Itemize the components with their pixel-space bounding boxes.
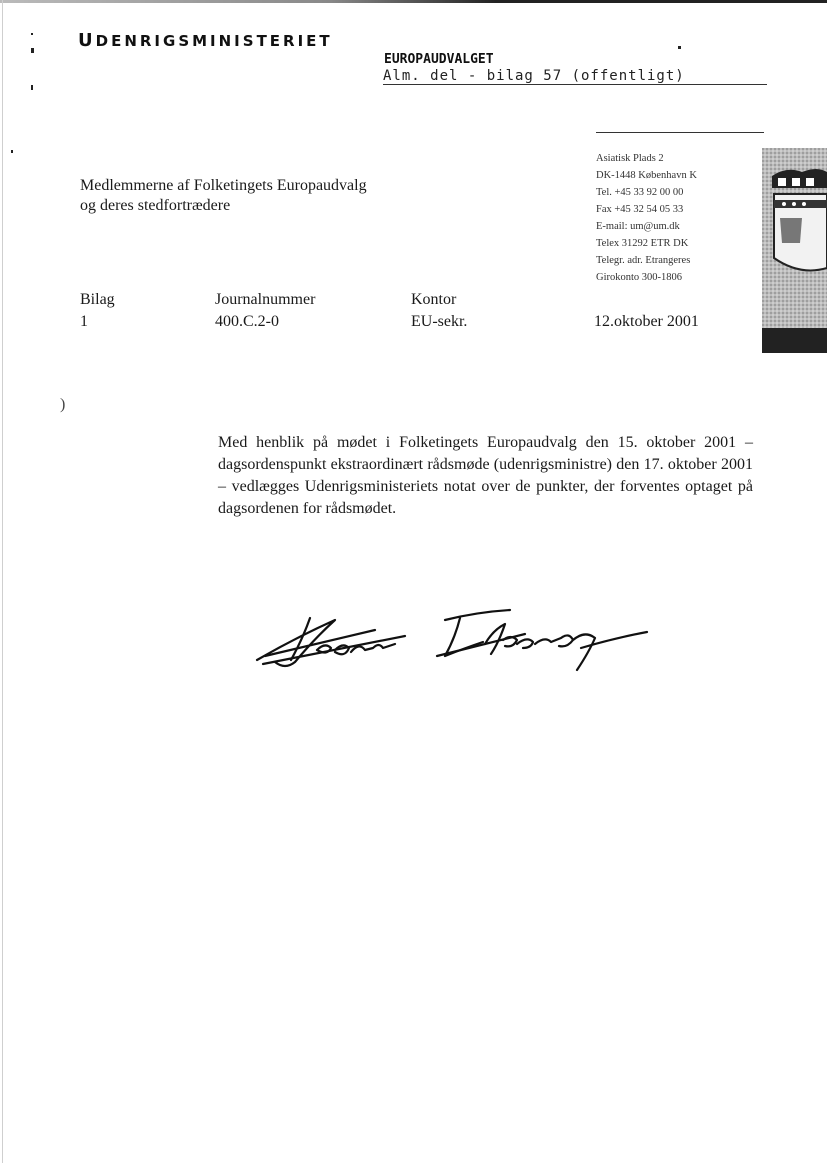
- recipient-line-2: og deres stedfortrædere: [80, 197, 231, 214]
- letter-date: 12.oktober 2001: [594, 313, 699, 330]
- journal-value: 400.C.2-0: [215, 313, 279, 330]
- address-giro: Girokonto 300-1806: [596, 272, 683, 283]
- scan-speck: [11, 150, 13, 153]
- margin-bracket-mark: ): [60, 396, 66, 413]
- scan-speck: [31, 33, 33, 35]
- document-stamp: Alm. del - bilag 57 (offentligt): [383, 68, 767, 85]
- address-divider: [596, 132, 764, 133]
- address-street: Asiatisk Plads 2: [596, 153, 664, 164]
- address-block: [596, 150, 697, 286]
- signature-image: [255, 608, 650, 688]
- ministry-initial: U: [78, 30, 96, 51]
- address-telegram: Telegr. adr. Etrangeres: [596, 255, 691, 266]
- journal-label: Journalnummer: [215, 291, 316, 308]
- address-telex: Telex 31292 ETR DK: [596, 238, 689, 249]
- office-value: EU-sekr.: [411, 313, 468, 330]
- scan-speck: [31, 85, 33, 90]
- committee-name: EUROPAUDVALGET: [384, 52, 494, 67]
- top-scan-rule: [0, 0, 827, 3]
- bilag-value: 1: [80, 313, 88, 330]
- address-postal: DK-1448 København K: [596, 170, 697, 181]
- address-fax: Fax +45 32 54 05 33: [596, 204, 684, 215]
- scan-speck: [678, 46, 681, 49]
- coat-of-arms-icon: [762, 148, 827, 353]
- bilag-label: Bilag: [80, 291, 115, 308]
- address-email: E-mail: um@um.dk: [596, 221, 680, 232]
- left-scan-edge: [2, 0, 3, 1163]
- office-label: Kontor: [411, 291, 457, 308]
- ministry-rest: DENRIGSMINISTERIET: [95, 32, 333, 50]
- recipient-block: [80, 176, 367, 216]
- address-tel: Tel. +45 33 92 00 00: [596, 187, 684, 198]
- letter-body: Med henblik på mødet i Folketingets Europaudvalg den 15. oktober 2001 – dagsordenspunkt ekstraordinært rådsmøde (udenrigsministre) den 17. oktober 2001 – vedlægges Udenrigsministeriets notat over de punkter, der forventes optaget på dagsordenen for rådsmødet.: [218, 434, 753, 517]
- recipient-line-1: Medlemmerne af Folketingets Europaudvalg: [80, 177, 367, 194]
- scan-speck: [31, 48, 34, 53]
- ministry-name: [78, 30, 333, 51]
